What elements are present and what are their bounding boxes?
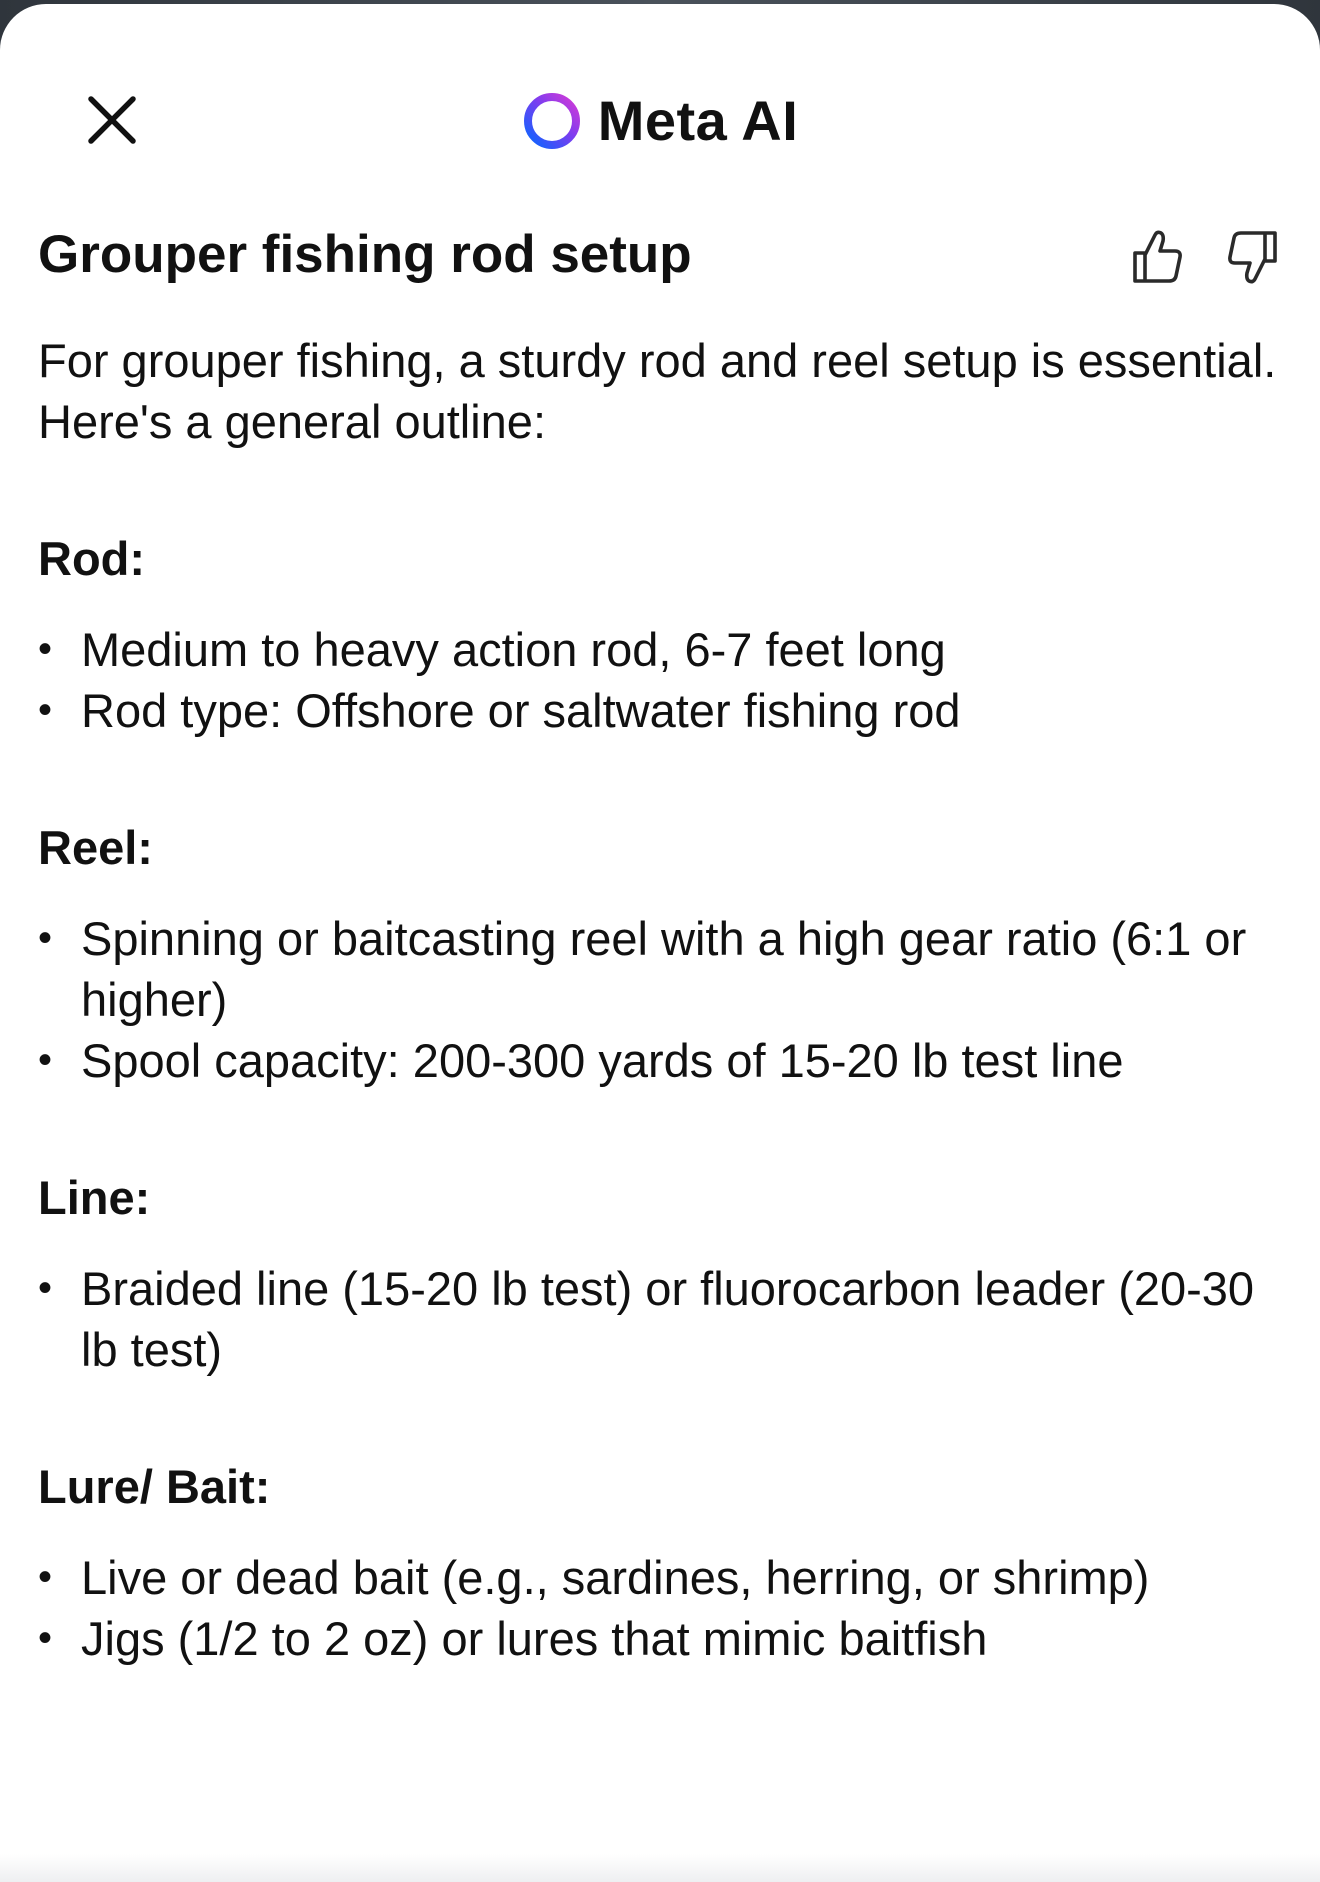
section-lure-bait <box>38 1456 1290 1669</box>
conversation-title-row <box>38 220 1282 290</box>
meta-ai-sheet <box>0 4 1320 1882</box>
section-reel <box>38 817 1290 1091</box>
like-button[interactable] <box>1128 226 1186 288</box>
bullet-list <box>38 1547 1290 1669</box>
list-item: • Rod type: Offshore or saltwater fishing rod <box>38 680 1290 741</box>
section-rod <box>38 528 1290 741</box>
list-item: • Spinning or baitcasting reel with a high gear ratio (6:1 or higher) <box>38 908 1290 1030</box>
bullet-list <box>38 1258 1290 1380</box>
sheet-header <box>0 4 1320 204</box>
list-item: • Braided line (15-20 lb test) or fluorocarbon leader (20-30 lb test) <box>38 1258 1290 1380</box>
bottom-fade <box>0 1854 1320 1882</box>
thumbs-up-icon <box>1129 227 1185 287</box>
section-line <box>38 1167 1290 1380</box>
thumbs-down-icon <box>1225 227 1281 287</box>
conversation-title: Grouper fishing rod setup <box>38 225 692 284</box>
feedback-controls <box>1128 226 1282 288</box>
response-content <box>38 330 1290 1745</box>
meta-ai-ring-icon <box>522 91 582 151</box>
section-heading: Reel: <box>38 821 153 874</box>
bullet-list <box>38 619 1290 741</box>
list-item: • Spool capacity: 200-300 yards of 15-20 lb test line <box>38 1030 1290 1091</box>
section-heading: Rod: <box>38 532 146 585</box>
list-item: • Live or dead bait (e.g., sardines, herring, or shrimp) <box>38 1547 1290 1608</box>
dislike-button[interactable] <box>1224 226 1282 288</box>
brand-header <box>0 88 1320 153</box>
bullet-list <box>38 908 1290 1091</box>
list-item: • Jigs (1/2 to 2 oz) or lures that mimic baitfish <box>38 1608 1290 1669</box>
response-intro: For grouper fishing, a sturdy rod and reel setup is essential. Here's a general outline: <box>38 334 1277 448</box>
section-heading: Lure/ Bait: <box>38 1460 271 1513</box>
brand-name: Meta AI <box>597 89 799 152</box>
list-item: • Medium to heavy action rod, 6-7 feet long <box>38 619 1290 680</box>
section-heading: Line: <box>38 1171 151 1224</box>
